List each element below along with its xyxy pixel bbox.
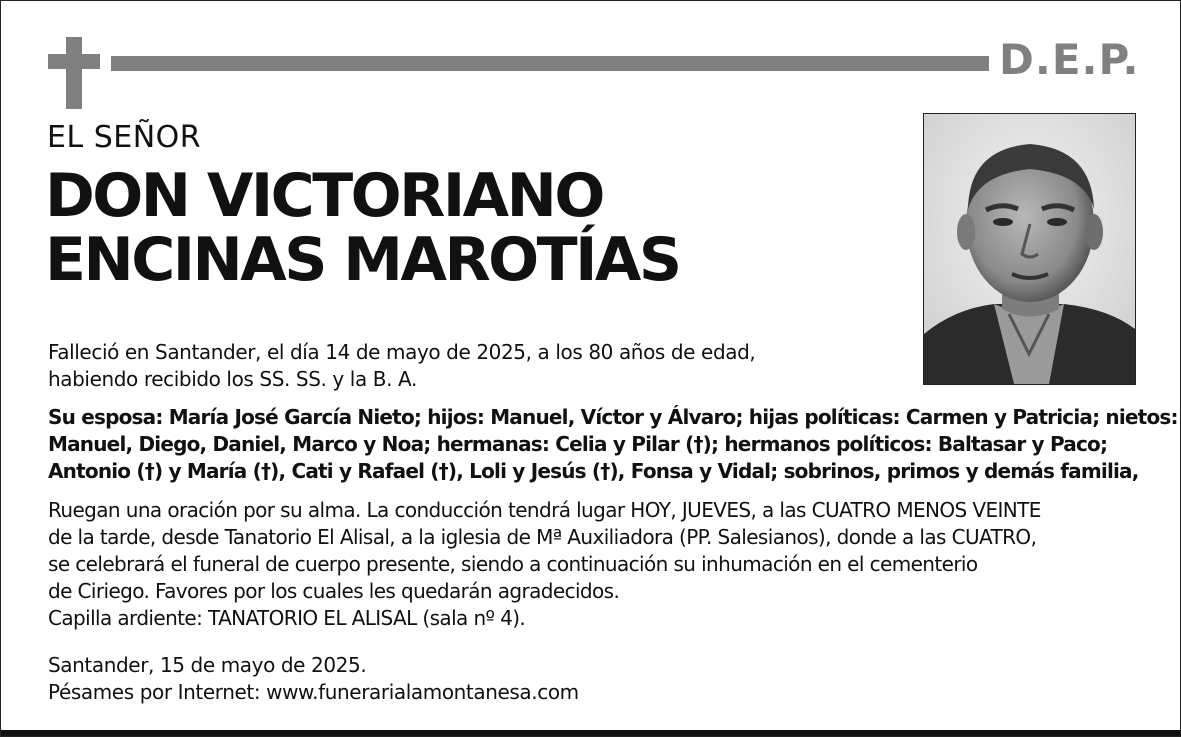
- chapel-line: Capilla ardiente: TANATORIO EL ALISAL (sala nº 4).: [48, 606, 526, 630]
- footer: [48, 652, 579, 706]
- funeral-details: [48, 497, 1041, 632]
- death-line: Falleció en Santander, el día 14 de mayo de 2025, a los 80 años de edad,: [48, 340, 756, 364]
- name-line: DON VICTORIANO: [45, 161, 603, 231]
- funeral-line: se celebrará el funeral de cuerpo presente, siendo a continuación su inhumación en el cementerio: [48, 552, 978, 576]
- cross-icon: [48, 37, 100, 109]
- date-line: Santander, 15 de mayo de 2025.: [48, 653, 367, 677]
- death-line: habiendo recibido los SS. SS. y la B. A.: [48, 367, 417, 391]
- funeral-line: Ruegan una oración por su alma. La conducción tendrá lugar HOY, JUEVES, a las CUATRO MENOS VEINTE: [48, 498, 1041, 522]
- honorific: EL SEÑOR: [47, 120, 202, 155]
- death-announcement: [48, 339, 755, 393]
- funeral-line: de la tarde, desde Tanatorio El Alisal, a la iglesia de Mª Auxiliadora (PP. Salesianos), donde a las CUATRO,: [48, 525, 1037, 549]
- family-line: Antonio (†) y María (†), Cati y Rafael (†), Loli y Jesús (†), Fonsa y Vidal; sobrinos, primos y demás familia,: [48, 459, 1139, 483]
- name-line: ENCINAS MAROTÍAS: [45, 225, 680, 295]
- family-list: [48, 404, 1178, 485]
- header-rule: [111, 56, 989, 71]
- family-line: Su esposa: María José García Nieto; hijos: Manuel, Víctor y Álvaro; hijas políticas: Carmen y Patricia; nietos:: [48, 405, 1178, 429]
- funeral-line: de Ciriego. Favores por los cuales les quedarán agradecidos.: [48, 579, 620, 603]
- family-line: Manuel, Diego, Daniel, Marco y Noa; hermanas: Celia y Pilar (†); hermanos políticos: Baltasar y Paco;: [48, 432, 1108, 456]
- condolences-line: Pésames por Internet: www.funerarialamontanesa.com: [48, 680, 579, 704]
- portrait-photo: [923, 113, 1136, 385]
- bottom-rule: [1, 730, 1180, 736]
- deceased-name: [45, 161, 680, 295]
- dep-abbreviation: D.E.P.: [999, 35, 1140, 84]
